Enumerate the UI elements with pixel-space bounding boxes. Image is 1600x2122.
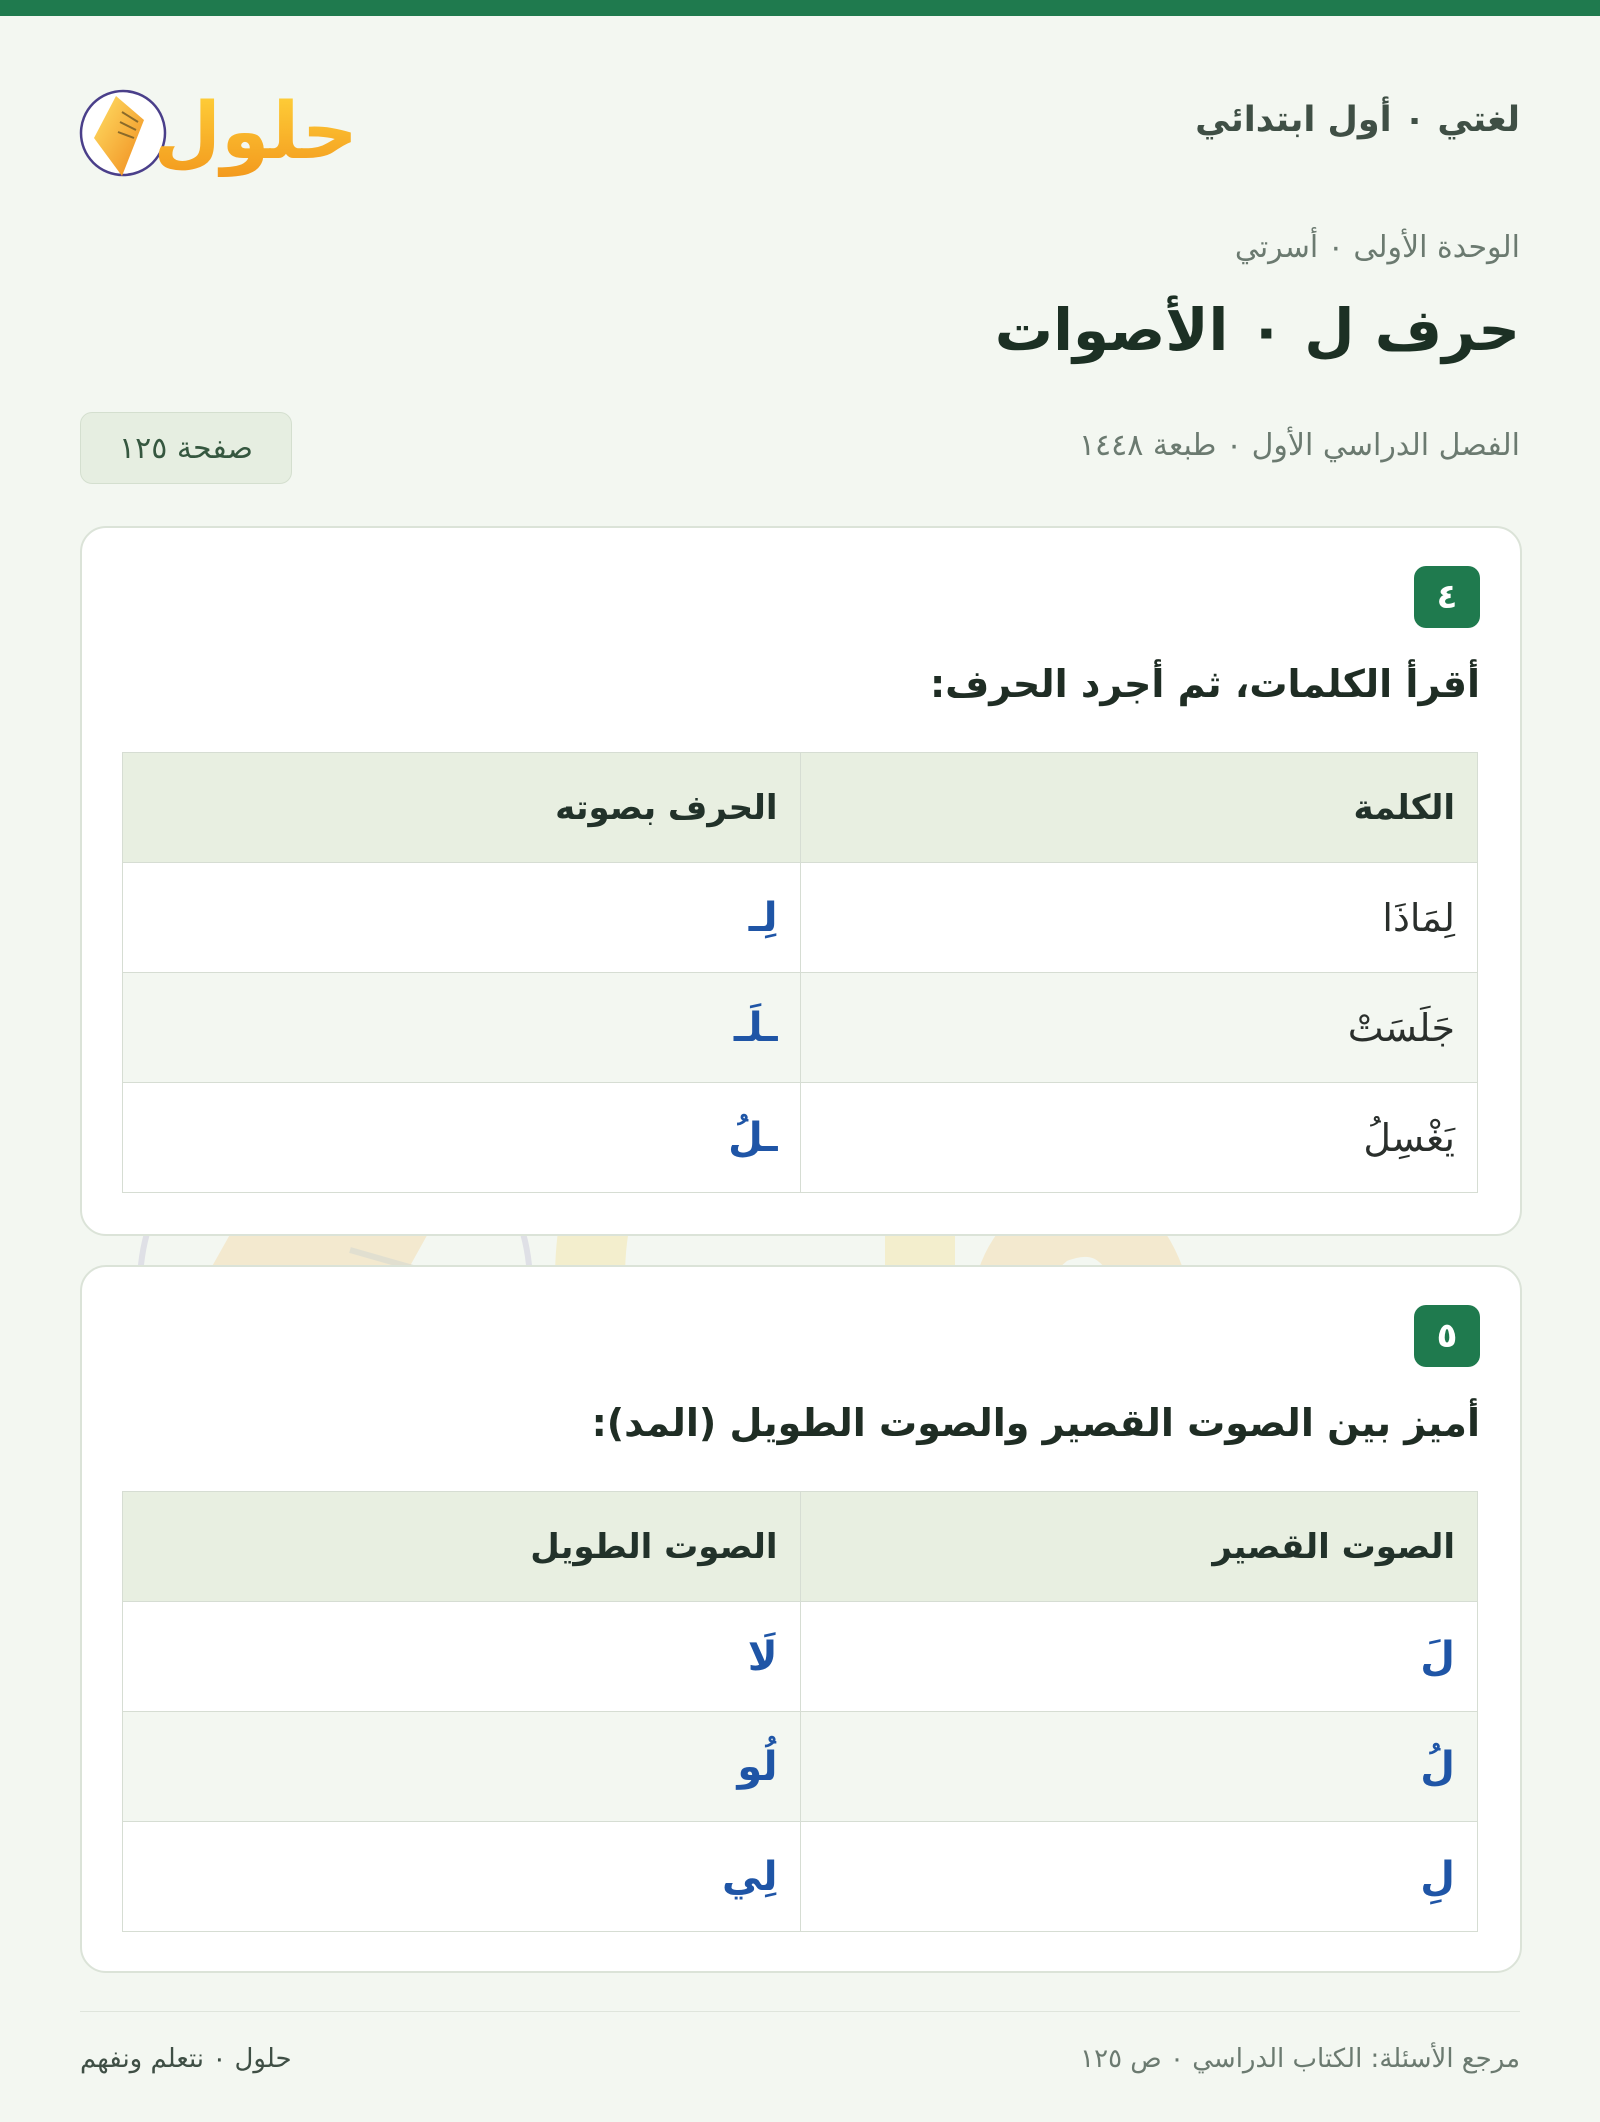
page-title: حرف ل ٠ الأصوات <box>994 296 1520 364</box>
exercise-card-5 <box>80 1265 1522 1973</box>
column-header-letter: الحرف بصوته <box>123 753 801 863</box>
word-cell: لِمَاذَا <box>800 863 1478 973</box>
long-sound-cell: لِي <box>123 1822 801 1932</box>
table-row <box>123 1712 1478 1822</box>
svg-text:حلول: حلول <box>153 87 358 177</box>
long-sound-cell: لُو <box>123 1712 801 1822</box>
footer-divider <box>80 2011 1520 2012</box>
short-sound-cell: لِ <box>800 1822 1478 1932</box>
letter-extraction-table <box>122 752 1478 1193</box>
column-header-short-sound: الصوت القصير <box>800 1492 1478 1602</box>
exercise-number-badge: ٥ <box>1414 1305 1480 1367</box>
short-sound-cell: لُ <box>800 1712 1478 1822</box>
short-long-vowel-table <box>122 1491 1478 1932</box>
subject-label: لغتي ٠ أول ابتدائي <box>1195 100 1520 140</box>
letter-cell: ـلُ <box>123 1083 801 1193</box>
long-sound-cell: لَا <box>123 1602 801 1712</box>
table-row <box>123 863 1478 973</box>
edition-label: الفصل الدراسي الأول ٠ طبعة ١٤٤٨ <box>1078 428 1520 463</box>
short-sound-cell: لَ <box>800 1602 1478 1712</box>
exercise-instruction: أقرأ الكلمات، ثم أجرد الحرف: <box>929 662 1480 706</box>
page-number-badge: صفحة ١٢٥ <box>80 412 292 484</box>
letter-cell: ـلَـ <box>123 973 801 1083</box>
word-cell: يَغْسِلُ <box>800 1083 1478 1193</box>
letter-cell: لِـ <box>123 863 801 973</box>
table-row <box>123 973 1478 1083</box>
unit-label: الوحدة الأولى ٠ أسرتي <box>1234 230 1520 265</box>
exercise-card-4 <box>80 526 1522 1236</box>
word-cell: جَلَسَتْ <box>800 973 1478 1083</box>
hulool-logo <box>78 58 378 188</box>
column-header-word: الكلمة <box>800 753 1478 863</box>
footer-slogan: حلول ٠ نتعلم ونفهم <box>80 2044 292 2074</box>
top-accent-bar <box>0 0 1600 16</box>
footer-reference: مرجع الأسئلة: الكتاب الدراسي ٠ ص ١٢٥ <box>1080 2044 1520 2074</box>
table-row <box>123 1083 1478 1193</box>
exercise-number-badge: ٤ <box>1414 566 1480 628</box>
table-row <box>123 1602 1478 1712</box>
exercise-instruction: أميز بين الصوت القصير والصوت الطويل (المد): <box>591 1401 1480 1445</box>
table-row <box>123 1822 1478 1932</box>
column-header-long-sound: الصوت الطويل <box>123 1492 801 1602</box>
